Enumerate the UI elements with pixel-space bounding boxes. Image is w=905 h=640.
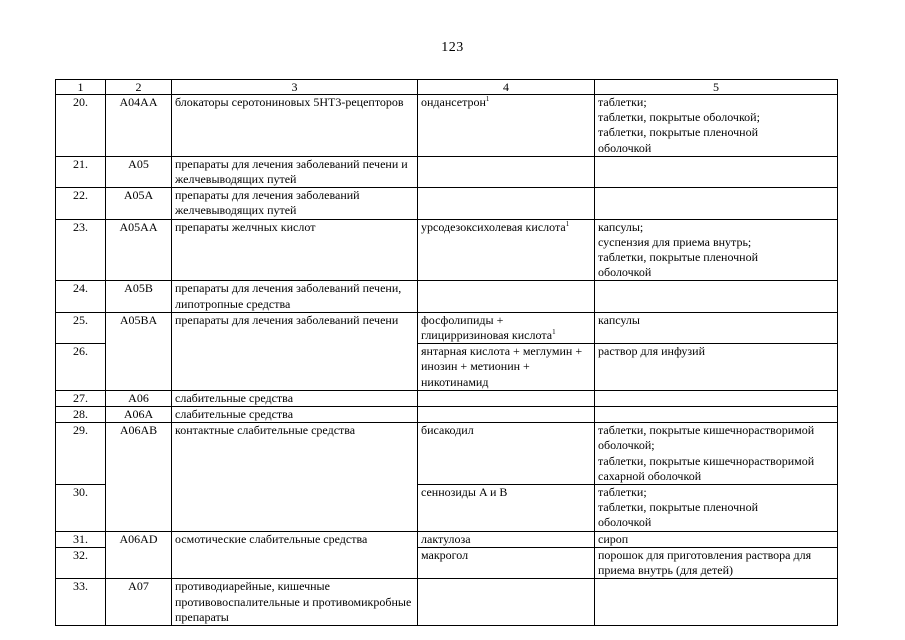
footnote-marker: 1 [552,328,556,337]
table-row [56,156,838,187]
dosage-forms [595,531,838,547]
column-header-1: 1 [56,80,106,95]
drug-name: макрогол [421,547,469,562]
pharmacological-group: препараты для лечения заболеваний печени [172,312,418,390]
atc-code: A06A [106,407,172,423]
drug-name-cell [418,547,595,578]
atc-code: A05BA [106,312,172,390]
dosage-forms [595,390,838,406]
row-number: 29. [56,423,106,485]
dosage-form-line: оболочкой [598,265,652,280]
drug-name-cell [418,156,595,187]
dosage-form-line: оболочкой [598,515,652,530]
drug-name-cell [418,390,595,406]
row-number: 27. [56,390,106,406]
row-number: 23. [56,219,106,281]
dosage-forms [595,281,838,312]
drug-name-cell [418,407,595,423]
atc-code: A04AA [106,95,172,157]
atc-code: A06 [106,390,172,406]
dosage-form-line: таблетки, покрытые кишечнорастворимой [598,453,815,468]
column-header-2: 2 [106,80,172,95]
dosage-form-line: таблетки, покрытые пленочной [598,125,759,140]
drug-name-cell [418,188,595,219]
column-header-3: 3 [172,80,418,95]
row-number: 20. [56,95,106,157]
dosage-forms [595,344,838,391]
dosage-form-line: таблетки, покрытые пленочной [598,500,759,515]
drug-name: ондансетрон [421,95,486,109]
drug-name: янтарная кислота + меглумин + инозин + метионин + никотинамид [421,344,583,389]
table-row [56,531,838,547]
drug-name: урсодезоксихолевая кислота [421,219,566,234]
row-number: 33. [56,579,106,626]
dosage-form-line: приема внутрь (для детей) [598,563,733,578]
dosage-form-line: суспензия для приема внутрь; [598,234,752,249]
pharmacological-group: препараты для лечения заболеваний печени, липотропные средства [172,281,418,312]
table-row [56,407,838,423]
drug-list-table [55,79,838,626]
dosage-forms [595,219,838,281]
dosage-form-line: сироп [598,531,629,546]
drug-name-cell [418,485,595,532]
drug-name: бисакодил [421,423,474,438]
table-row [56,219,838,281]
atc-code: A05A [106,188,172,219]
atc-code: A06AB [106,423,172,531]
dosage-form-line: таблетки, покрытые пленочной [598,250,759,265]
header-row [56,80,838,95]
dosage-forms [595,579,838,626]
drug-name: фосфолипиды + глицирризиновая кислота [421,312,553,343]
drug-name-cell [418,312,595,343]
drug-name-cell [418,344,595,391]
atc-code: A07 [106,579,172,626]
pharmacological-group: препараты для лечения заболеваний желчевыводящих путей [172,188,418,219]
dosage-forms [595,188,838,219]
pharmacological-group: препараты для лечения заболеваний печени и желчевыводящих путей [172,156,418,187]
drug-name-cell [418,95,595,157]
dosage-form-line: оболочкой; [598,438,655,453]
dosage-form-line: раствор для инфузий [598,344,705,359]
drug-name-cell [418,579,595,626]
table-row [56,281,838,312]
dosage-forms [595,312,838,343]
dosage-form-line: таблетки, покрытые оболочкой; [598,110,760,125]
row-number: 22. [56,188,106,219]
drug-name-cell [418,531,595,547]
table-row [56,312,838,343]
dosage-form-line: таблетки; [598,485,647,500]
page-number: 123 [441,40,464,55]
dosage-form-line: сахарной оболочкой [598,468,702,483]
pharmacological-group: блокаторы серотониновых 5HT3-рецепторов [172,95,418,157]
table-row [56,579,838,626]
drug-name: сеннозиды A и B [421,485,508,500]
row-number: 21. [56,156,106,187]
dosage-form-line: оболочкой [598,140,652,155]
dosage-forms [595,156,838,187]
row-number: 28. [56,407,106,423]
pharmacological-group: слабительные средства [172,390,418,406]
dosage-form-line: порошок для приготовления раствора для [598,547,812,562]
pharmacological-group: осмотические слабительные средства [172,531,418,579]
drug-name-cell [418,281,595,312]
table-row [56,390,838,406]
table-row [56,95,838,157]
table-header [56,80,838,95]
table-body [56,95,838,626]
atc-code: A05B [106,281,172,312]
dosage-form-line: таблетки; [598,95,647,109]
drug-name: лактулоза [421,531,471,546]
footnote-marker: 1 [565,219,570,228]
dosage-forms [595,423,838,485]
atc-code: A05 [106,156,172,187]
footnote-marker: 1 [485,95,490,103]
row-number: 24. [56,281,106,312]
atc-code: A05AA [106,219,172,281]
dosage-form-line: капсулы; [598,219,644,234]
pharmacological-group: противодиарейные, кишечные противовоспалительные и противомикробные препараты [172,579,418,626]
dosage-form-line: таблетки, покрытые кишечнорастворимой [598,423,815,438]
table-row [56,423,838,485]
atc-code: A06AD [106,531,172,579]
dosage-forms [595,95,838,157]
pharmacological-group: контактные слабительные средства [172,423,418,531]
dosage-forms [595,407,838,423]
drug-name-cell [418,423,595,485]
dosage-forms [595,485,838,532]
dosage-form-line: капсулы [598,312,640,327]
column-header-5: 5 [595,80,838,95]
drug-name-cell [418,219,595,281]
row-number: 32. [56,547,106,578]
row-number: 25. [56,312,106,343]
table-row [56,188,838,219]
column-header-4: 4 [418,80,595,95]
pharmacological-group: слабительные средства [172,407,418,423]
dosage-forms [595,547,838,578]
pharmacological-group: препараты желчных кислот [172,219,418,281]
row-number: 26. [56,344,106,391]
row-number: 31. [56,531,106,547]
row-number: 30. [56,485,106,532]
